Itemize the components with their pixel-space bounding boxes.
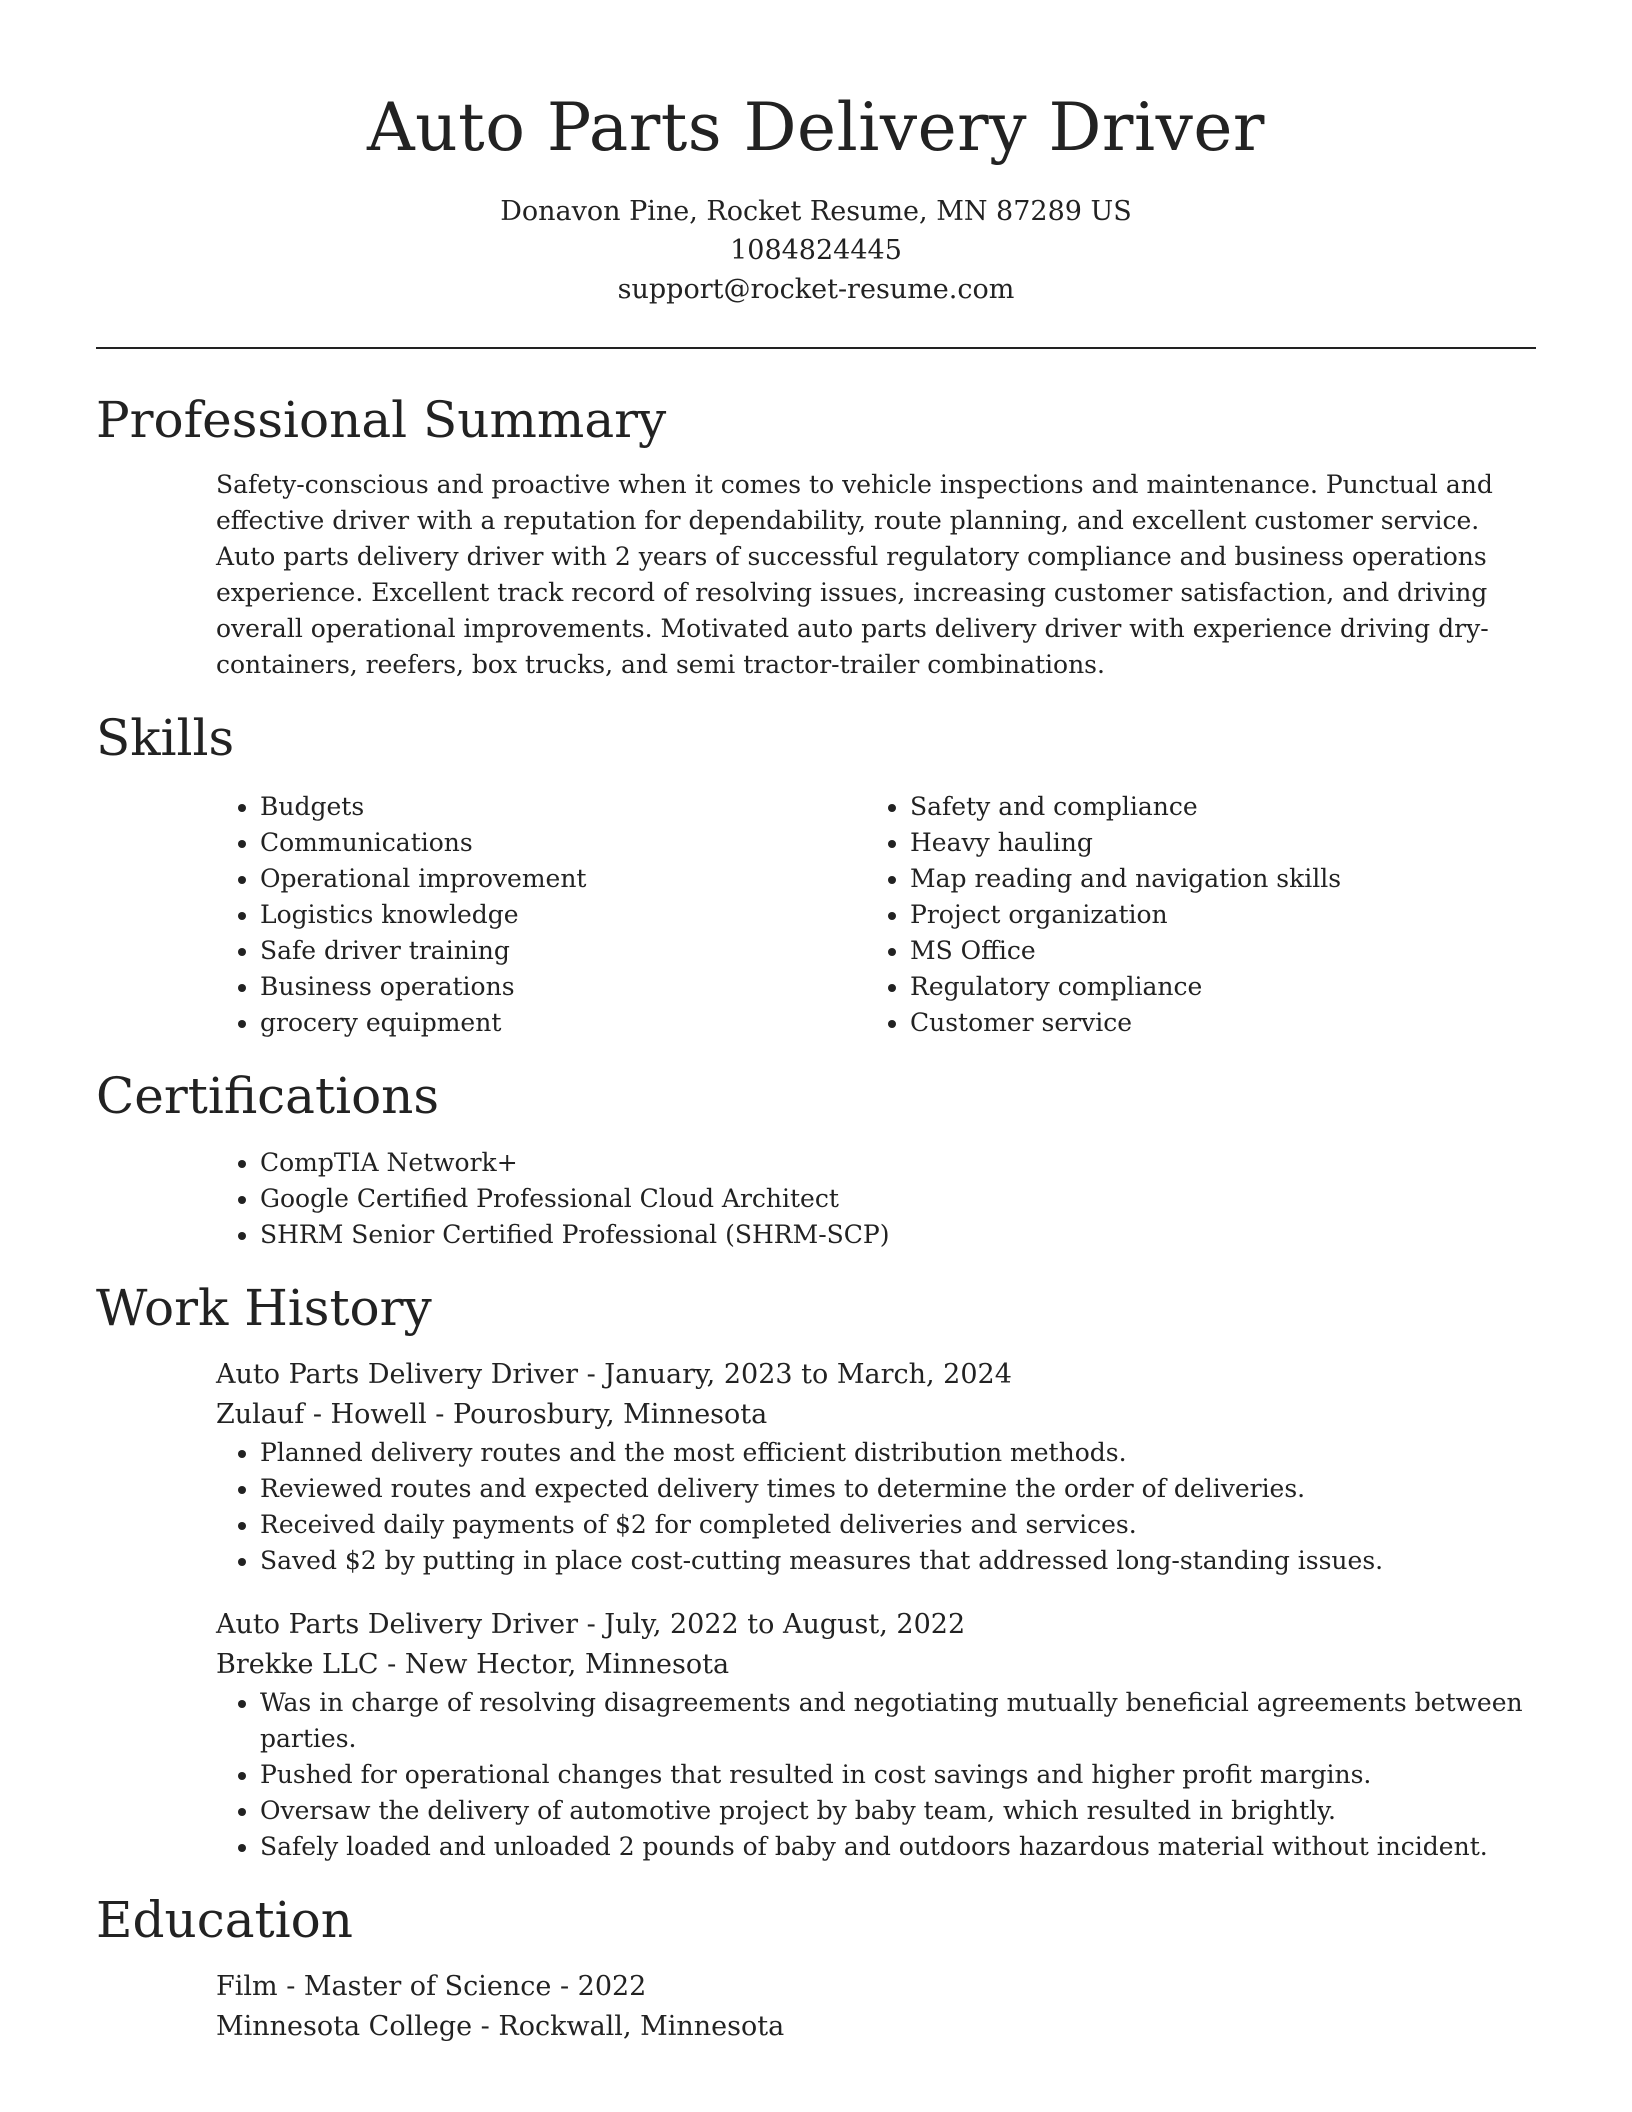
resume-title: Auto Parts Delivery Driver (367, 89, 1265, 166)
summary-section (96, 467, 1536, 683)
skill-item: • Operational improvement (260, 861, 866, 897)
job-role-line: Auto Parts Delivery Driver - July, 2022 to August, 2022 (216, 1609, 966, 1640)
resume-header (96, 80, 1536, 309)
education-degree-line: Film - Master of Science - 2022 (216, 1971, 647, 2002)
job-company-line: Brekke LLC - New Hector, Minnesota (216, 1649, 730, 1680)
job-bullet: • Planned delivery routes and the most efficient distribution methods. (260, 1435, 1536, 1471)
skills-section (96, 789, 1536, 1041)
skill-item: • Regulatory compliance (910, 969, 1516, 1005)
job-bullet: • Safely loaded and unloaded 2 pounds of baby and outdoors hazardous material without incident. (260, 1829, 1536, 1865)
skills-list-right (866, 789, 1516, 1041)
job-bullet: • Saved $2 by putting in place cost-cutting measures that addressed long-standing issues. (260, 1543, 1536, 1579)
certification-item: • Google Certified Professional Cloud Architect (260, 1181, 1536, 1217)
contact-email: support@rocket-resume.com (617, 274, 1015, 305)
skills-heading: Skills (96, 709, 235, 767)
skill-item: • Map reading and navigation skills (910, 861, 1516, 897)
contact-info (96, 192, 1536, 309)
skill-item: • Customer service (910, 1005, 1516, 1041)
certification-item: • CompTIA Network+ (260, 1145, 1536, 1181)
skill-item: • Safe driver training (260, 933, 866, 969)
skill-item: • Safety and compliance (910, 789, 1516, 825)
job-bullet: • Reviewed routes and expected delivery times to determine the order of deliveries. (260, 1471, 1536, 1507)
skill-item: • Logistics knowledge (260, 897, 866, 933)
certification-item: • SHRM Senior Certified Professional (SHRM-SCP) (260, 1217, 1536, 1253)
skill-item: • Business operations (260, 969, 866, 1005)
job-entry (96, 1605, 1536, 1865)
job-company-line: Zulauf - Howell - Pourosbury, Minnesota (216, 1399, 768, 1430)
job-bullets (216, 1685, 1536, 1865)
contact-phone: 1084824445 (730, 235, 902, 266)
job-entry (96, 1355, 1536, 1579)
work-history-heading: Work History (96, 1279, 432, 1337)
job-bullet: • Received daily payments of $2 for completed deliveries and services. (260, 1507, 1536, 1543)
education-heading: Education (96, 1891, 353, 1949)
education-entry (96, 1967, 1536, 2047)
certifications-list (216, 1145, 1536, 1253)
skill-item: • grocery equipment (260, 1005, 866, 1041)
skill-item: • Heavy hauling (910, 825, 1516, 861)
job-bullets (216, 1435, 1536, 1579)
skill-item: • Communications (260, 825, 866, 861)
job-role-line: Auto Parts Delivery Driver - January, 2023 to March, 2024 (216, 1359, 1012, 1390)
skill-item: • Budgets (260, 789, 866, 825)
skills-column-right (866, 789, 1516, 1041)
job-bullet: • Oversaw the delivery of automotive project by baby team, which resulted in brightly. (260, 1793, 1536, 1829)
header-divider (96, 347, 1536, 349)
education-school-line: Minnesota College - Rockwall, Minnesota (216, 2011, 785, 2042)
job-bullet: • Was in charge of resolving disagreements and negotiating mutually beneficial agreements between parties. (260, 1685, 1536, 1757)
skills-column-left (216, 789, 866, 1041)
summary-text: Safety-conscious and proactive when it comes to vehicle inspections and maintenance. Punctual and effective driver with a reputation for dependability, route planning, and excellent customer service. Auto parts delivery driver with 2 years of successful regulatory compliance and business operations experience. Excellent track record of resolving issues, increasing customer satisfaction, and driving overall operational improvements. Motivated auto parts delivery driver with experience driving dry-containers, reefers, box trucks, and semi tractor-trailer combinations. (216, 470, 1493, 679)
skills-list-left (216, 789, 866, 1041)
job-bullet: • Pushed for operational changes that resulted in cost savings and higher profit margins. (260, 1757, 1536, 1793)
summary-heading: Professional Summary (96, 391, 667, 449)
skill-item: • MS Office (910, 933, 1516, 969)
skill-item: • Project organization (910, 897, 1516, 933)
certifications-heading: Certifications (96, 1067, 440, 1125)
certifications-section (96, 1145, 1536, 1253)
contact-address: Donavon Pine, Rocket Resume, MN 87289 US (500, 196, 1132, 227)
